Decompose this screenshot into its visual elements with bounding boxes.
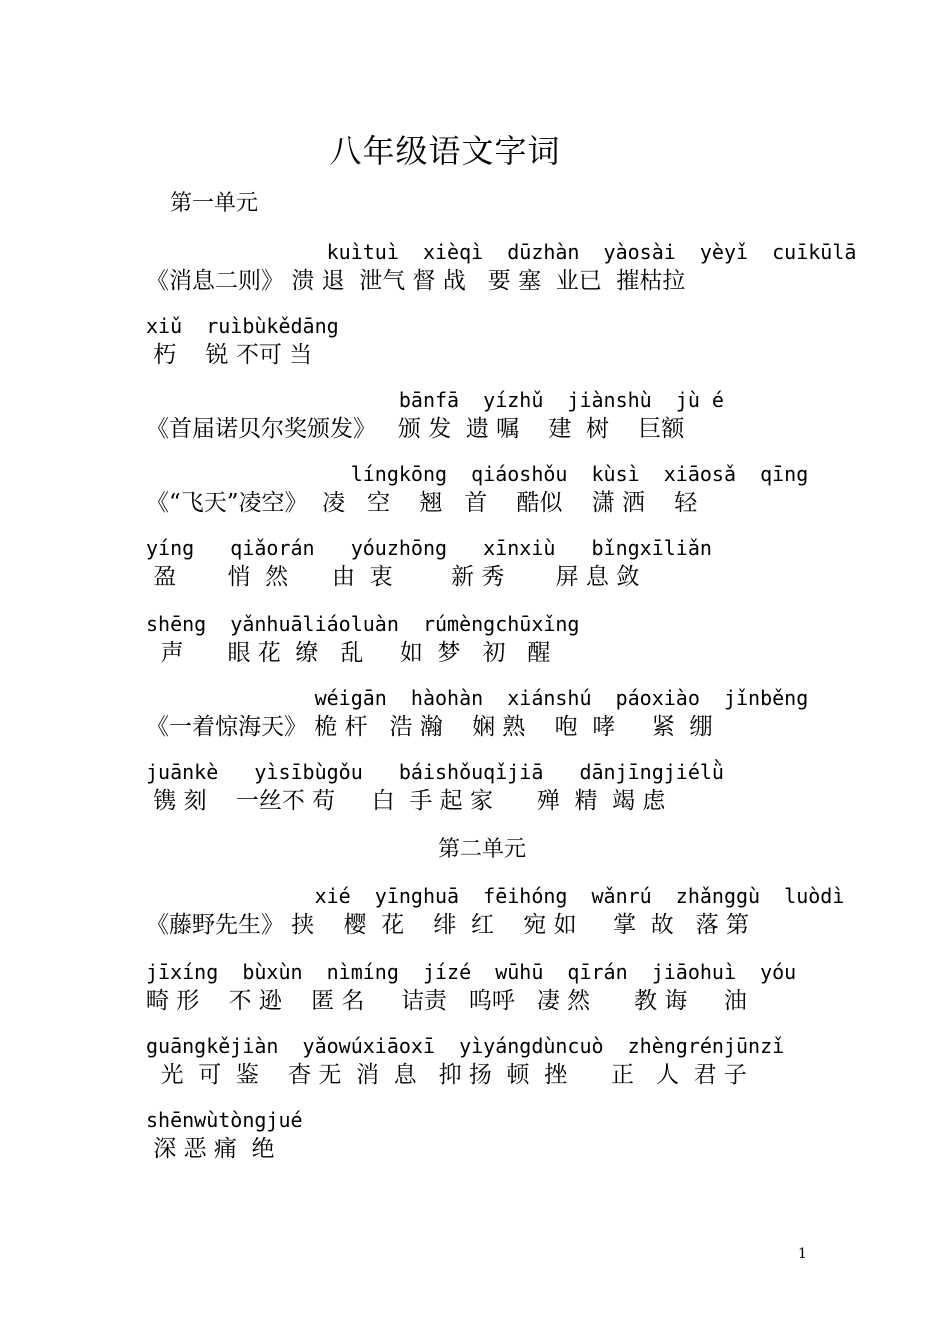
hanzi-line-6: 声 眼 花 缭 乱 如 梦 初 醒 (146, 640, 551, 666)
pinyin-line-1: kuìtuì xièqì dūzhàn yàosài yèyǐ cuīkūlā (146, 240, 857, 264)
unit-heading-1: 第一单元 (170, 191, 259, 216)
page-number: 1 (798, 1246, 807, 1262)
hanzi-line-4: 《“飞天”凌空》 凌 空 翘 首 酷似 潇 洒 轻 (146, 490, 698, 516)
hanzi-line-3: 《首届诺贝尔奖颁发》 颁 发 遗 嘱 建 树 巨额 (146, 416, 685, 442)
hanzi-line-8: 镌 刻 一丝不 苟 白 手 起 家 殚 精 竭 虑 (146, 788, 666, 814)
hanzi-line-2: 朽 锐 不可 当 (146, 342, 313, 368)
hanzi-line-7: 《一着惊海天》 桅 杆 浩 瀚 娴 熟 咆 哮 紧 绷 (146, 714, 713, 740)
hanzi-line-9: 《藤野先生》 挟 樱 花 绯 红 宛 如 掌 故 落 第 (146, 912, 750, 938)
pinyin-line-5: yíng qiǎorán yóuzhōng xīnxiù bǐngxīliǎn (146, 536, 712, 560)
hanzi-line-5: 盈 悄 然 由 衷 新 秀 屏 息 敛 (146, 564, 640, 590)
pinyin-line-8: juānkè yìsībùgǒu báishǒuqǐjiā dānjīngjiélǜ (146, 760, 724, 784)
pinyin-line-10: jīxíng bùxùn nìmíng jízé wūhū qīrán jiāohuì yóu (146, 960, 797, 984)
pinyin-line-7: wéigān hàohàn xiánshú páoxiào jǐnběng (146, 686, 809, 710)
pinyin-line-12: shēnwùtòngjué (146, 1108, 303, 1132)
hanzi-line-1: 《消息二则》 溃 退 泄气 督 战 要 塞 业已 摧枯拉 (146, 268, 686, 294)
hanzi-line-10: 畸 形 不 逊 匿 名 诘责 呜呼 凄 然 教 诲 油 (146, 988, 747, 1014)
pinyin-line-3: bānfā yízhǔ jiànshù jù é (146, 388, 724, 412)
pinyin-line-4: língkōng qiáoshǒu kùsì xiāosǎ qīng (146, 462, 809, 486)
hanzi-line-11: 光 可 鉴 杳 无 消 息 抑 扬 顿 挫 正 人 君 子 (146, 1062, 747, 1088)
page-title: 八年级语文字词 (329, 132, 561, 170)
unit-heading-2: 第二单元 (438, 837, 527, 862)
pinyin-line-6: shēng yǎnhuāliáoluàn rúmèngchūxǐng (146, 612, 580, 636)
hanzi-line-12: 深 恶 痛 绝 (146, 1136, 275, 1162)
pinyin-line-11: guāngkějiàn yǎowúxiāoxī yìyángdùncuò zhèngrénjūnzǐ (146, 1034, 785, 1058)
pinyin-line-9: xié yīnghuā fēihóng wǎnrú zhǎnggù luòdì (146, 884, 845, 908)
pinyin-line-2: xiǔ ruìbùkědāng (146, 314, 339, 338)
